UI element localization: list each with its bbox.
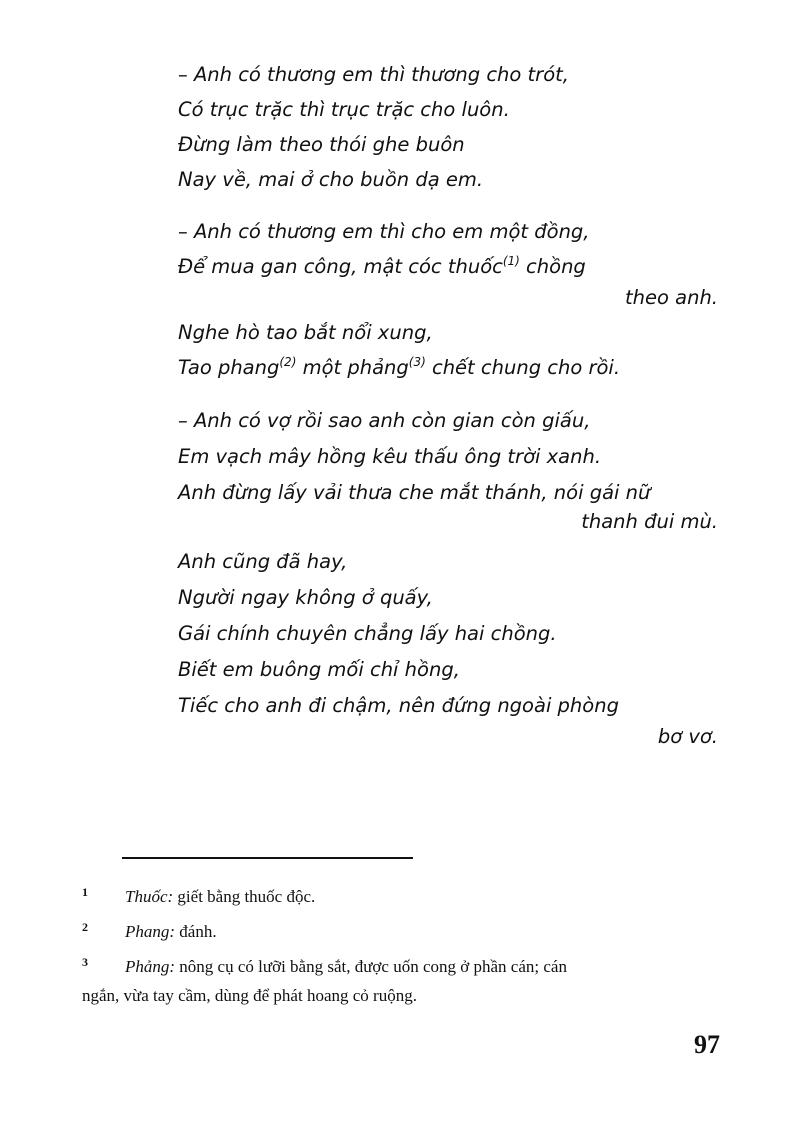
verse-line: Có trục trặc thì trục trặc cho luôn. [178, 98, 510, 121]
verse-line: Tiếc cho anh đi chậm, nên đứng ngoài phòng [178, 694, 619, 717]
verse-text: chồng [519, 255, 586, 278]
verse-text: Tao phang [178, 356, 280, 379]
verse-line: Em vạch mây hồng kêu thấu ông trời xanh. [178, 445, 602, 468]
footnote-term: Phảng: [125, 957, 176, 976]
footnote-text: đánh. [175, 922, 217, 941]
verse-line-continuation: bơ vơ. [657, 725, 718, 748]
footnote [82, 917, 722, 946]
verse-line [178, 255, 586, 279]
footnote [82, 882, 722, 911]
page-number: 97 [694, 1030, 720, 1059]
verse-line: Người ngay không ở quấy, [178, 586, 433, 609]
verse-line: – Anh có thương em thì cho em một đồng, [178, 220, 590, 243]
verse-text: một phảng [296, 356, 409, 379]
verse-line: Nghe hò tao bắt nổi xung, [178, 321, 433, 344]
verse-line: Đừng làm theo thói ghe buôn [178, 133, 465, 156]
verse-text: chết chung cho rồi. [425, 356, 621, 379]
verse-line: – Anh có thương em thì thương cho trót, [178, 63, 569, 86]
verse-line: Gái chính chuyên chẳng lấy hai chồng. [178, 622, 557, 645]
verse-line: – Anh có vợ rồi sao anh còn gian còn giấu, [178, 409, 591, 432]
verse-line: Nay về, mai ở cho buồn dạ em. [178, 168, 484, 191]
verse-line-continuation: thanh đui mù. [581, 510, 718, 533]
footnote-term: Phang: [125, 922, 176, 941]
verse-text: Để mua gan công, mật cóc thuốc [178, 255, 503, 278]
footnote-text: giết bằng thuốc độc. [173, 887, 316, 906]
footnote-term: Thuốc: [125, 887, 174, 906]
footnote-ref[interactable]: (3) [408, 355, 426, 369]
footnote-mark: 2 [82, 920, 88, 934]
footnote [82, 952, 722, 1010]
footnote-text: nông cụ có lưỡi bằng sắt, được uốn cong ở phần cán; cán [175, 957, 567, 976]
verse-line: Anh cũng đã hay, [178, 550, 348, 573]
verse-line: Biết em buông mối chỉ hồng, [178, 658, 460, 681]
verse-line [178, 356, 620, 380]
footnote-mark: 3 [82, 955, 88, 969]
footnote-ref[interactable]: (1) [502, 254, 520, 268]
footnote-text-continuation: ngắn, vừa tay cầm, dùng để phát hoang cỏ ruộng. [82, 986, 417, 1005]
verse-line: Anh đừng lấy vải thưa che mắt thánh, nói gái nữ [178, 481, 651, 504]
footnote-mark: 1 [82, 885, 88, 899]
footnote-divider [122, 857, 413, 859]
footnote-ref[interactable]: (2) [279, 355, 297, 369]
verse-line-continuation: theo anh. [625, 286, 718, 309]
